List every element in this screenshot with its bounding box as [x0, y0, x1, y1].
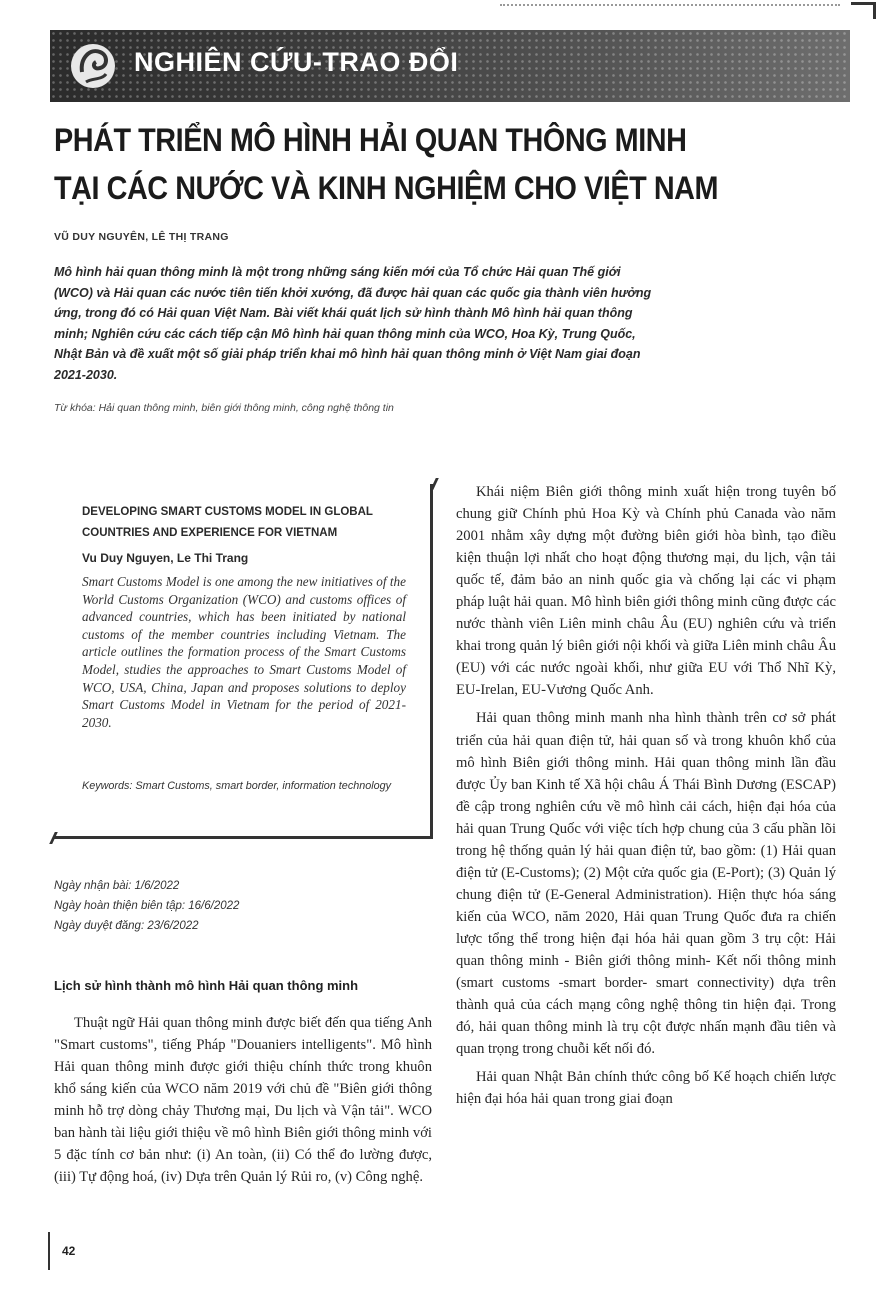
date-accepted: Ngày duyệt đăng: 23/6/2022 [54, 920, 199, 932]
body-paragraph: Thuật ngữ Hải quan thông minh được biết đến qua tiếng Anh "Smart customs", tiếng Pháp "Douaniers intelligents". Mô hình Hải quan thông minh được giới thiệu chính thức trong khuôn khổ sáng kiến của WCO năm 2019 với chủ đề "Biên giới thông minh hỗ trợ dòng chảy Thương mại, Du lịch và Vận tải". WCO ban hành tài liệu giới thiệu về mô hình Biên giới thông minh với 5 đặc tính cơ bản như: (i) An toàn, (ii) Có thể đo lường được, (iii) Tự động hoá, (iv) Dựa trên Quản lý Rủi ro, (v) Công nghệ. [54, 1015, 432, 1186]
section-heading: Lịch sử hình thành mô hình Hải quan thông minh [54, 978, 359, 993]
box-corner-accent [420, 478, 439, 490]
corner-crop-mark [851, 2, 876, 19]
english-abstract: Smart Customs Model is one among the new initiatives of the World Customs Organization (WCO) and customs offices of advanced countries, which has been initiated by national customs of the member countries including Vietnam. The article outlines the formation process of the Smart Customs Model, studies the approaches to Smart Customs Model of WCO, USA, China, Japan and proposes solutions to deploy Smart Customs Model in Vietnam for the period of 2021-2030. [82, 574, 406, 730]
publication-dates [54, 876, 354, 936]
box-corner-accent [49, 832, 68, 844]
page-number-rule [48, 1232, 50, 1270]
abstract-vietnamese: Mô hình hải quan thông minh là một trong những sáng kiến mới của Tổ chức Hải quan Thế giới (WCO) và Hải quan các nước tiên tiến khởi xướng, đã được hải quan các quốc gia thành viên hưởng ứng, trong đó có Hải quan Việt Nam. Bài viết khái quát lịch sử hình thành Mô hình hải quan thông minh; Nghiên cứu các cách tiếp cận Mô hình hải quan thông minh của WCO, Hoa Kỳ, Trung Quốc, Nhật Bản và đề xuất một số giải pháp triển khai mô hình hải quan thông minh ở Việt Nam giai đoạn 2021-2030. [54, 265, 652, 382]
english-title: DEVELOPING SMART CUSTOMS MODEL IN GLOBAL COUNTRIES AND EXPERIENCE FOR VIETNAM [82, 506, 373, 539]
title-line-1: PHÁT TRIỂN MÔ HÌNH HẢI QUAN THÔNG MINH [54, 122, 687, 158]
english-authors: Vu Duy Nguyen, Le Thi Trang [82, 551, 249, 565]
section-banner [50, 30, 850, 102]
body-paragraph: Hải quan Nhật Bản chính thức công bố Kế hoạch chiến lược hiện đại hóa hải quan trong giai đoạn [456, 1069, 836, 1108]
page-number: 42 [62, 1244, 76, 1258]
body-paragraph: Khái niệm Biên giới thông minh xuất hiện trong tuyên bố chung giữ Chính phủ Hoa Kỳ và Chính phủ Canada vào năm 2001 nhằm xây dựng một đường biên giới hòa bình, tạo điều kiện thuận lợi nhất cho hoạt động thương mại, du lịch, vận tải quốc tế, đảm bảo an ninh quốc gia và chống lại các vi phạm pháp luật hải quan. Mô hình biên giới thông minh cũng được các nước thành viên Liên minh châu Âu (EU) nghiên cứu và triển khai trong quản lý biên giới nội khối và giữa Liên minh châu Âu (EU) với các nước ngoài khối, như giữa EU với Thổ Nhĩ Kỳ, EU-Irelan, EU-Vương Quốc Anh. [456, 484, 836, 699]
title-line-2: TẠI CÁC NƯỚC VÀ KINH NGHIỆM CHO VIỆT NAM [54, 170, 719, 206]
article-title [54, 116, 719, 212]
date-received: Ngày nhận bài: 1/6/2022 [54, 880, 180, 892]
date-revised: Ngày hoàn thiện biên tập: 16/6/2022 [54, 900, 240, 912]
top-dotted-rule [500, 4, 840, 12]
right-body-column [456, 481, 836, 1110]
article-authors: VŨ DUY NGUYÊN, LÊ THỊ TRANG [54, 231, 229, 243]
section-label: NGHIÊN CỨU-TRAO ĐỔI [134, 47, 459, 77]
journal-emblem-icon [68, 38, 118, 94]
english-keywords: Keywords: Smart Customs, smart border, information technology [82, 780, 392, 792]
english-summary-box [54, 484, 433, 839]
left-body-column [54, 1012, 432, 1188]
body-paragraph: Hải quan thông minh manh nha hình thành trên cơ sở phát triển của hải quan điện tử, hải quan số và trong khuôn khổ của mô hình Biên giới thông minh. Hải quan thông minh lần đầu được Ủy ban Kinh tế Xã hội châu Á Thái Bình Dương (ESCAP) đề cập trong nghiên cứu về mô hình cải cách, hiện đại hóa của hải quan Trung Quốc với việc tích hợp chung của 3 cấu phần lõi trong hệ thống quản lý hải quan điện tử, bao gồm: (1) Hải quan điện tử (E-Customs); (2) Một cửa quốc gia (E-Port); (3) Quản lý chung điện tử (E-General Administration). Hiện thực hóa sáng kiến của WCO, năm 2020, Hải quan Trung Quốc đưa ra chiến lược tổng thể trong hiện đại hóa hải quan gồm 3 trụ cột: Hải quan thông minh - Biên giới thông minh- Kết nối thông minh (smart customs -smart border- smart connectivity) dựa trên thành quả của cách mạng công nghệ thông tin hiện đại. Trong đó, hải quan thông minh là trụ cột được nhấn mạnh đầu tiên và quan trọng trong chuỗi kết nối đó. [456, 710, 836, 1058]
keywords-vietnamese: Từ khóa: Hải quan thông minh, biên giới thông minh, công nghệ thông tin [54, 402, 394, 414]
